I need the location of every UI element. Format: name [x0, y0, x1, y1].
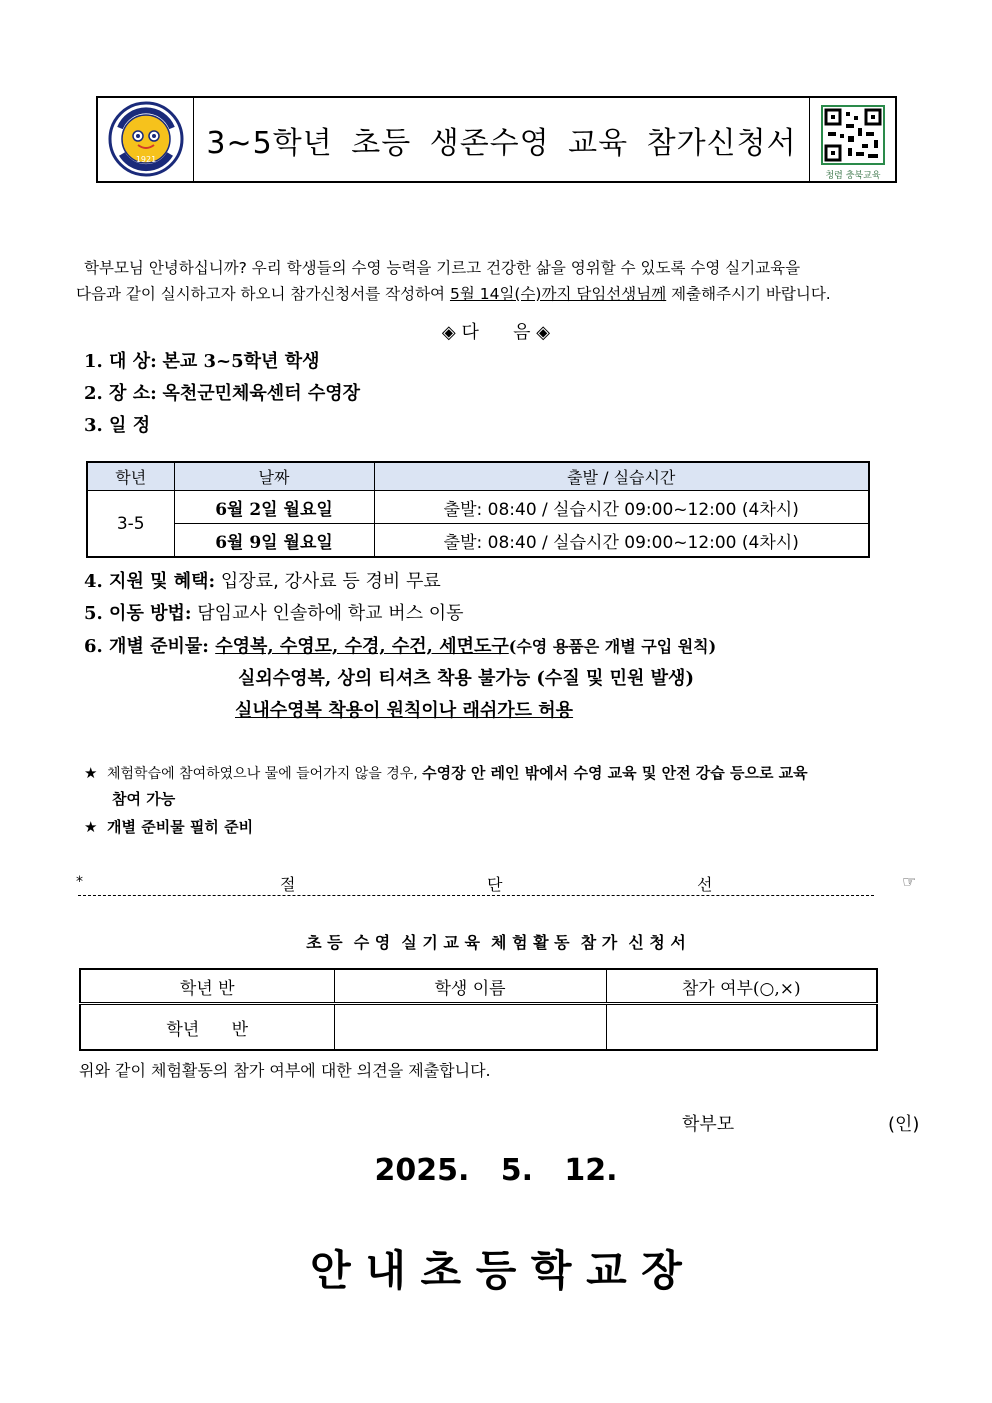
note-2	[84, 814, 253, 840]
item-prep-line-2: 실외수영복, 상의 티셔츠 착용 불가능 (수질 및 민원 발생)	[238, 668, 694, 689]
item-move-value: 담임교사 인솔하에 학교 버스 이동	[191, 603, 464, 624]
principal-signature: 안 내 초 등 학 교 장	[310, 1246, 682, 1295]
star-icon: ★	[84, 818, 98, 836]
intro-line-2-b: 제출해주시기 바랍니다.	[666, 285, 831, 303]
item-support-value: 입장료, 강사료 등 경비 무료	[215, 571, 441, 592]
form-title: 초 등 수 영 실 기 교 육 체 험 활 동 참 가 신 청 서	[306, 933, 686, 952]
school-logo-icon	[98, 98, 194, 181]
notice-heading: ◈ 다 음 ◈	[441, 322, 551, 343]
application-header-participation: 참가 여부(○,×)	[606, 969, 877, 1004]
application-name-cell[interactable]	[334, 1004, 606, 1051]
intro-deadline: 5월 14일(수)까지 담임선생님께	[449, 285, 667, 303]
qr-code-icon	[810, 102, 896, 168]
intro-line-2	[76, 281, 831, 307]
form-statement: 위와 같이 체험활동의 참가 여부에 대한 의견을 제출합니다.	[79, 1061, 491, 1080]
schedule-time-cell: 출발: 08:40 / 실습시간 09:00~12:00 (4차시)	[374, 524, 869, 558]
schedule-table	[86, 461, 870, 558]
item-target	[84, 346, 319, 378]
item-place	[84, 378, 360, 410]
application-header-row	[80, 969, 877, 1004]
cut-word-3: 선	[697, 875, 713, 894]
application-grade-cell[interactable]: 학년 반	[80, 1004, 334, 1051]
item-support	[84, 566, 441, 598]
schedule-header-grade: 학년	[87, 462, 174, 491]
application-header-grade: 학년 반	[80, 969, 334, 1004]
logo-year: 1921	[135, 155, 157, 164]
parent-label: 학부모	[682, 1114, 735, 1135]
note-1	[84, 760, 808, 787]
application-header-name: 학생 이름	[334, 969, 606, 1004]
item-target-value: 본교 3~5학년 학생	[162, 351, 320, 372]
item-prep-value-note: (수영 용품은 개별 구입 원칙)	[508, 637, 717, 656]
schedule-date-cell: 6월 2일 월요일	[174, 491, 374, 524]
item-support-label: 4. 지원 및 혜택:	[84, 571, 216, 592]
item-target-label: 1. 대 상:	[84, 351, 157, 372]
seal-mark[interactable]: (인)	[888, 1114, 920, 1135]
application-table	[79, 968, 878, 1051]
note-2-text: 개별 준비물 필히 준비	[107, 818, 254, 836]
intro-line-1: 학부모님 안녕하십니까? 우리 학생들의 수영 능력을 기르고 건강한 삶을 영위할 수 있도록 수영 실기교육을	[84, 259, 801, 277]
item-schedule-label: 3. 일 정	[84, 415, 151, 436]
header-box	[96, 96, 897, 183]
item-prep-line-3: 실내수영복 착용이 원칙이나 래쉬가드 허용	[235, 700, 574, 721]
schedule-time-cell: 출발: 08:40 / 실습시간 09:00~12:00 (4차시)	[374, 491, 869, 524]
table-row	[87, 491, 869, 524]
table-row	[80, 1004, 877, 1051]
schedule-date-cell: 6월 9일 월요일	[174, 524, 374, 558]
schedule-header-date: 날짜	[174, 462, 374, 491]
page-title: 3~5학년 초등 생존수영 교육 참가신청서	[206, 125, 797, 161]
schedule-header-row	[87, 462, 869, 491]
application-participation-cell[interactable]	[606, 1004, 877, 1051]
document-date: 2025. 5. 12.	[374, 1153, 618, 1188]
note-1-a: 체험학습에 참여하였으나 물에 들어가지 않을 경우,	[107, 766, 423, 782]
note-1-b: 수영장 안 레인 밖에서 수영 교육 및 안전 강습 등으로 교육	[422, 764, 808, 782]
scissors-icon: ☞	[902, 872, 917, 891]
intro-line-2-a: 다음과 같이 실시하고자 하오니 참가신청서를 작성하여	[76, 285, 450, 303]
item-prep-value-underlined: 수영복, 수영모, 수경, 수건, 세면도구	[215, 636, 509, 657]
item-place-value: 옥천군민체육센터 수영장	[162, 383, 361, 404]
item-prep	[84, 631, 716, 663]
schedule-grade-cell: 3-5	[87, 491, 174, 558]
cut-word-1: 절	[280, 875, 296, 894]
table-row	[87, 524, 869, 558]
item-move-label: 5. 이동 방법:	[84, 603, 192, 624]
item-place-label: 2. 장 소:	[84, 383, 157, 404]
qr-caption: 청렴 충북교육	[825, 171, 881, 181]
note-1-c: 참여 가능	[112, 790, 176, 808]
item-prep-label: 6. 개별 준비물:	[84, 636, 216, 657]
item-move	[84, 598, 464, 630]
cut-word-2: 단	[487, 875, 503, 894]
schedule-header-time: 출발 / 실습시간	[374, 462, 869, 491]
star-icon: ★	[84, 764, 98, 782]
school-logo-cell	[98, 98, 194, 181]
qr-cell	[809, 98, 895, 181]
cut-line	[78, 895, 874, 896]
cut-left-mark: *	[76, 874, 83, 890]
